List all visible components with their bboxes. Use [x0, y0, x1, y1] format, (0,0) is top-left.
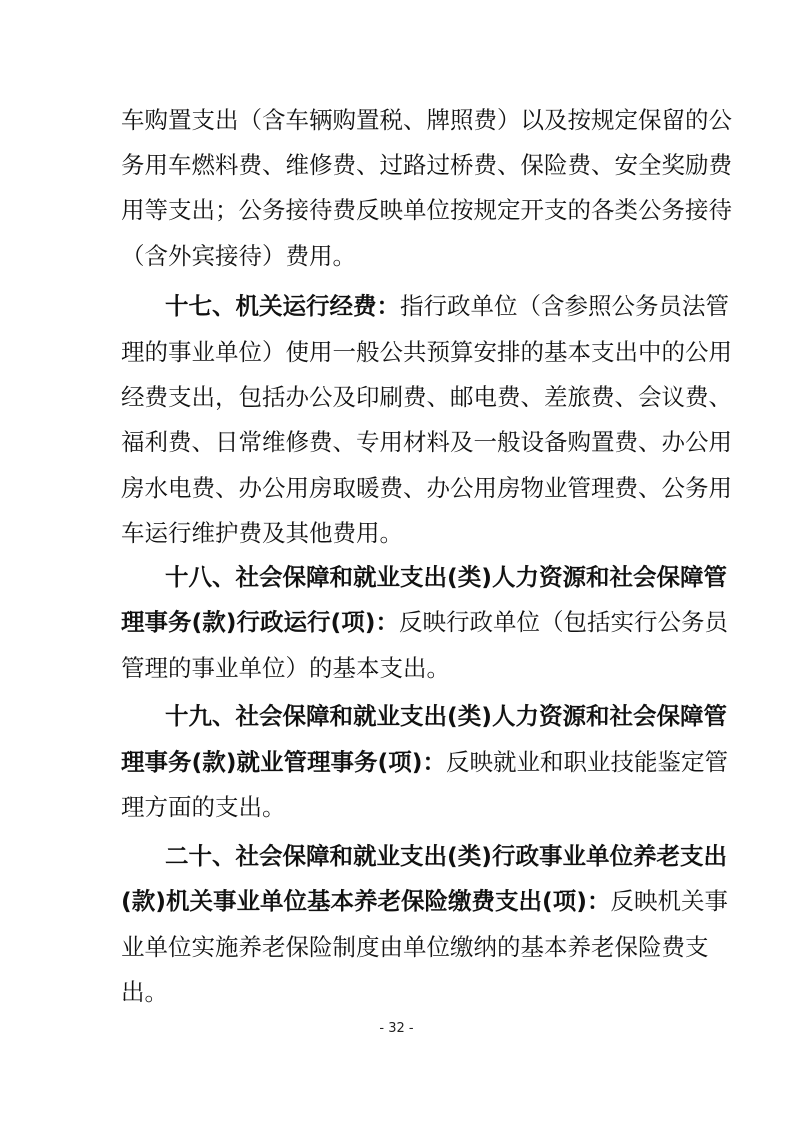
page-number: - 32 - [379, 1021, 414, 1036]
text-line [121, 104, 732, 136]
line-text: 房水电费、办公用房取暖费、办公用房物业管理费、公务用 [121, 474, 732, 502]
text-line [121, 976, 673, 1008]
text-line [121, 606, 728, 638]
bold-heading: 十九、社会保障和就业支出(类)人力资源和社会保障管 [165, 702, 727, 730]
bold-heading: 理事务(款)行政运行(项)： [121, 608, 399, 636]
line-text: 指行政单位（含参照公务员法管 [400, 292, 729, 320]
line-text: 管理的事业单位）的基本支出。 [121, 654, 450, 682]
text-line [121, 931, 709, 963]
line-text: 业单位实施养老保险制度由单位缴纳的基本养老保险费支 [121, 933, 709, 961]
line-text: 反映行政单位（包括实行公务员 [398, 608, 728, 636]
text-line [121, 472, 732, 504]
text-line [121, 336, 732, 368]
text-line [121, 652, 673, 684]
bold-heading: (款)机关事业单位基本养老保险缴费支出(项)： [121, 887, 611, 915]
text-line [121, 194, 732, 226]
line-text: 理方面的支出。 [121, 793, 286, 821]
text-line [121, 381, 732, 413]
bold-heading: 二十、社会保障和就业支出(类)行政事业单位养老支出 [165, 842, 727, 870]
text-line [121, 791, 673, 823]
bold-heading: 十七、机关运行经费： [165, 292, 400, 320]
line-text: 福利费、日常维修费、专用材料及一般设备购置费、办公用 [121, 428, 732, 456]
line-text: 反映机关事 [610, 887, 728, 915]
bold-heading: 十八、社会保障和就业支出(类)人力资源和社会保障管 [165, 563, 727, 591]
line-text: 理的事业单位）使用一般公共预算安排的基本支出中的公用 [121, 338, 732, 366]
text-line [165, 840, 727, 872]
bold-heading: 理事务(款)就业管理事务(项)： [121, 748, 446, 776]
text-line [121, 426, 732, 458]
text-line [121, 885, 728, 917]
text-line [165, 700, 727, 732]
line-text: 车运行维护费及其他费用。 [121, 519, 403, 547]
line-text: 用等支出；公务接待费反映单位按规定开支的各类公务接待 [121, 196, 732, 224]
line-text: 经费支出，包括办公及印刷费、邮电费、差旅费、会议费、 [121, 383, 732, 411]
line-text: 车购置支出（含车辆购置税、牌照费）以及按规定保留的公 [121, 106, 732, 134]
text-line [165, 561, 727, 593]
line-text: 出。 [121, 978, 168, 1006]
line-text: 务用车燃料费、维修费、过路过桥费、保险费、安全奖励费 [121, 151, 732, 179]
text-line [165, 290, 729, 322]
text-line [121, 240, 673, 272]
text-line [121, 149, 732, 181]
line-text: （含外宾接待）费用。 [121, 242, 356, 270]
text-line [121, 746, 728, 778]
line-text: 反映就业和职业技能鉴定管 [445, 748, 728, 776]
text-line [121, 517, 673, 549]
